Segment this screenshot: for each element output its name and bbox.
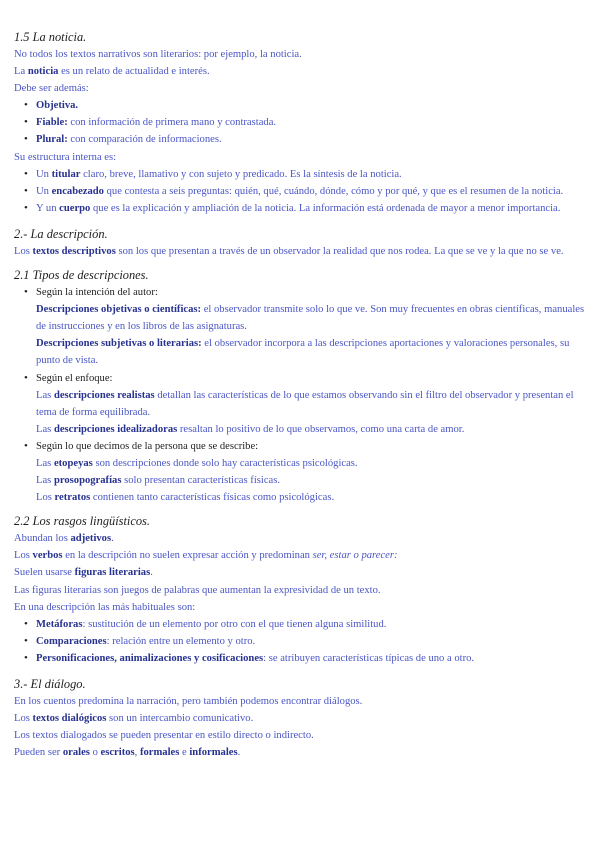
list-item: • Comparaciones: relación entre un elemento y otro. — [36, 633, 586, 650]
paragraph: Los textos descriptivos son los que presentan a través de un observador la realidad que nos rodea. La que se ve y la que no se ve. — [14, 245, 564, 257]
list-item: • Y un cuerpo que es la explicación y ampliación de la noticia. La información está ordenada de mayor a menor importancia. — [36, 200, 586, 217]
paragraph: Las figuras literarias son juegos de palabras que aumentan la expresividad de un texto. — [14, 584, 381, 596]
paragraph: Suelen usarse figuras literarias. — [14, 567, 153, 579]
paragraph: Las prosopografías solo presentan características físicas. — [36, 475, 280, 487]
list-item: • Según la intención del autor: Descripciones objetivas o científicas: el observador transmite solo lo que ve. Son muy frecuentes en obras científicas, manuales de instrucciones y en los libros de las asignaturas. Descripciones subjetivas o literarias: el observador incorpora a las descripciones aportaciones y valoraciones personales, su punto de vista. — [36, 284, 586, 369]
figures-list — [14, 616, 586, 667]
paragraph: Los retratos contienen tanto características físicas como psicológicas. — [36, 492, 335, 504]
list-item: • Metáforas: sustitución de un elemento por otro con el que tienen alguna similitud. — [36, 616, 586, 633]
paragraph: Las descripciones realistas detallan las características de lo que estamos observando sin el filtro del observador y presentan el tema de forma equilibrada. — [36, 389, 574, 418]
types-list — [14, 284, 586, 506]
paragraph: No todos los textos narrativos son literarios: por ejemplo, la noticia. — [14, 49, 302, 60]
heading-el-dialogo: 3.- El diálogo. — [14, 677, 86, 691]
paragraph: Su estructura interna es: — [14, 151, 117, 163]
document-page — [14, 28, 586, 761]
requirements-list — [14, 97, 586, 148]
list-item: • Según lo que decimos de la persona que se describe: Las etopeyas son descripciones donde solo hay características psicológicas. Las prosopografías solo presentan características físicas. Los retratos contienen tanto características físicas como psicológicas. — [36, 438, 586, 506]
list-item: • Objetiva. — [36, 97, 586, 114]
structure-list — [14, 166, 586, 217]
list-item: • Según el enfoque: Las descripciones realistas detallan las características de lo que estamos observando sin el filtro del observador y presentan el tema de forma equilibrada. Las descripciones idealizadoras resaltan lo positivo de lo que observamos, como una carta de amor. — [36, 370, 586, 438]
heading-la-descripcion: 2.- La descripción. — [14, 226, 108, 241]
paragraph: En los cuentos predomina la narración, pero también podemos encontrar diálogos. — [14, 696, 363, 707]
list-item: • Plural: con comparación de informaciones. — [36, 131, 586, 148]
paragraph: Descripciones subjetivas o literarias: el observador incorpora a las descripciones aportaciones y valoraciones personales, su punto de vista. — [36, 338, 570, 367]
list-item: • Un encabezado que contesta a seis preguntas: quién, qué, cuándo, dónde, cómo y por qué, y que es el resumen de la noticia. — [36, 183, 586, 200]
list-item: • Personificaciones, animalizaciones y cosificaciones: se atribuyen características típicas de uno a otro. — [36, 650, 586, 667]
paragraph: Debe ser además: — [14, 83, 89, 95]
paragraph: Descripciones objetivas o científicas: el observador transmite solo lo que ve. Son muy frecuentes en obras científicas, manuales de instrucciones y en los libros de las asignaturas. — [36, 304, 585, 333]
paragraph: Las etopeyas son descripciones donde solo hay características psicológicas. — [36, 457, 358, 469]
list-item: • Un titular claro, breve, llamativo y con sujeto y predicado. Es la síntesis de la noticia. — [36, 166, 586, 183]
paragraph: En una descripción las más habituales son: — [14, 601, 196, 613]
heading-tipos-descripciones: 2.1 Tipos de descripciones. — [14, 268, 149, 283]
paragraph: Los textos dialógicos son un intercambio comunicativo. — [14, 713, 254, 725]
paragraph: Pueden ser orales o escritos, formales e informales. — [14, 747, 241, 759]
heading-la-noticia: 1.5 La noticia. — [14, 30, 87, 44]
list-item: • Fiable: con información de primera mano y contrastada. — [36, 114, 586, 131]
paragraph: La noticia es un relato de actualidad e interés. — [14, 66, 210, 78]
heading-rasgos-linguisticos: 2.2 Los rasgos lingüísticos. — [14, 514, 150, 529]
paragraph: Los verbos en la descripción no suelen expresar acción y predominan ser, estar o parecer: — [14, 550, 398, 562]
paragraph: Abundan los adjetivos. — [14, 533, 114, 545]
paragraph: Las descripciones idealizadoras resaltan lo positivo de lo que observamos, como una carta de amor. — [36, 423, 465, 435]
paragraph: Los textos dialogados se pueden presentar en estilo directo o indirecto. — [14, 730, 314, 742]
